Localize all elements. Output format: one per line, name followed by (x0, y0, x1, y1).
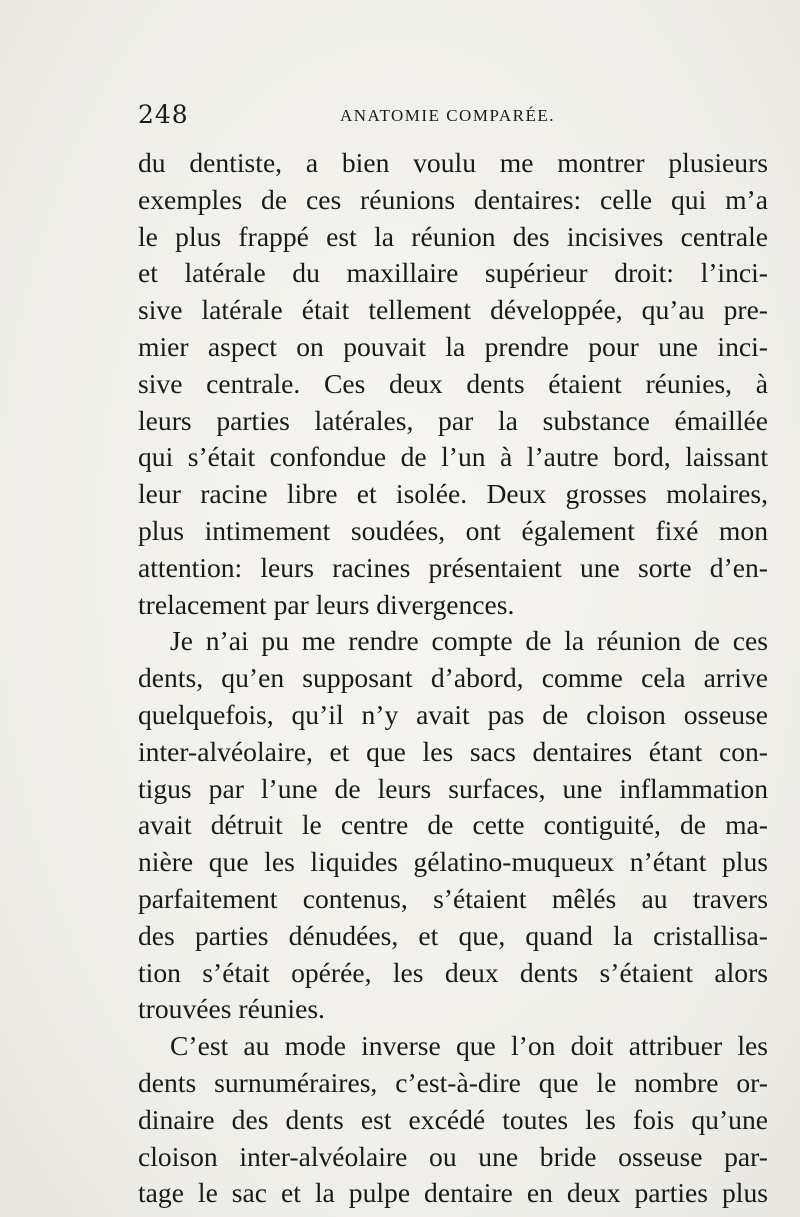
text-line: attention: leurs racines présentaient une sorte d’en- (138, 551, 768, 583)
text-line: dents surnuméraires, c’est-à-dire que le nombre or- (138, 1066, 768, 1098)
text-line: nière que les liquides gélatino-muqueux n’étant plus (138, 846, 768, 878)
text-line: leur racine libre et isolée. Deux grosses molaires, (138, 478, 768, 510)
paragraph (138, 1028, 768, 1212)
text-line: leurs parties latérales, par la substance émaillée (138, 404, 768, 436)
paragraph (138, 145, 768, 623)
text-line: dinaire des dents est excédé toutes les fois qu’une (138, 1103, 768, 1135)
running-title: ANATOMIE COMPARÉE. (340, 106, 555, 125)
text-line: trouvées réunies. (138, 993, 325, 1025)
text-line: cloison inter-alvéolaire ou une bride osseuse par- (138, 1140, 768, 1172)
text-line: du dentiste, a bien voulu me montrer plusieurs (138, 147, 768, 178)
text-line: le plus frappé est la réunion des incisives centrale (138, 220, 768, 252)
text-line: dents, qu’en supposant d’abord, comme cela arrive (138, 662, 768, 694)
body-text (138, 145, 768, 1212)
text-line: inter-alvéolaire, et que les sacs dentaires étant con- (138, 735, 768, 767)
text-line: tage le sac et la pulpe dentaire en deux parties plus (138, 1177, 768, 1209)
text-line: des parties dénudées, et que, quand la cristallisa- (138, 919, 768, 951)
text-line: sive centrale. Ces deux dents étaient réunies, à (138, 367, 768, 399)
text-line: sive latérale était tellement développée, qu’au pre- (138, 294, 768, 326)
text-line: quelquefois, qu’il n’y avait pas de cloison osseuse (138, 698, 768, 730)
text-line: trelacement par leurs divergences. (138, 588, 515, 620)
text-line: plus intimement soudées, ont également fixé mon (138, 514, 768, 546)
text-line: parfaitement contenus, s’étaient mêlés au travers (138, 882, 768, 914)
text-line: avait détruit le centre de cette contiguité, de ma- (138, 809, 768, 841)
paragraph (138, 623, 768, 1028)
text-line: mier aspect on pouvait la prendre pour une inci- (138, 330, 768, 362)
running-head (138, 100, 768, 136)
text-line: C’est au mode inverse que l’on doit attribuer les (170, 1030, 768, 1062)
text-line: tion s’était opérée, les deux dents s’étaient alors (138, 956, 768, 988)
text-line: qui s’était confondue de l’un à l’autre bord, laissant (138, 441, 768, 473)
text-line: Je n’ai pu me rendre compte de la réunion de ces (170, 625, 768, 657)
text-line: et latérale du maxillaire supérieur droit: l’inci- (138, 257, 768, 289)
text-line: tigus par l’une de leurs surfaces, une inflammation (138, 772, 768, 804)
page-number: 248 (138, 100, 189, 129)
text-line: exemples de ces réunions dentaires: celle qui m’a (138, 183, 768, 215)
